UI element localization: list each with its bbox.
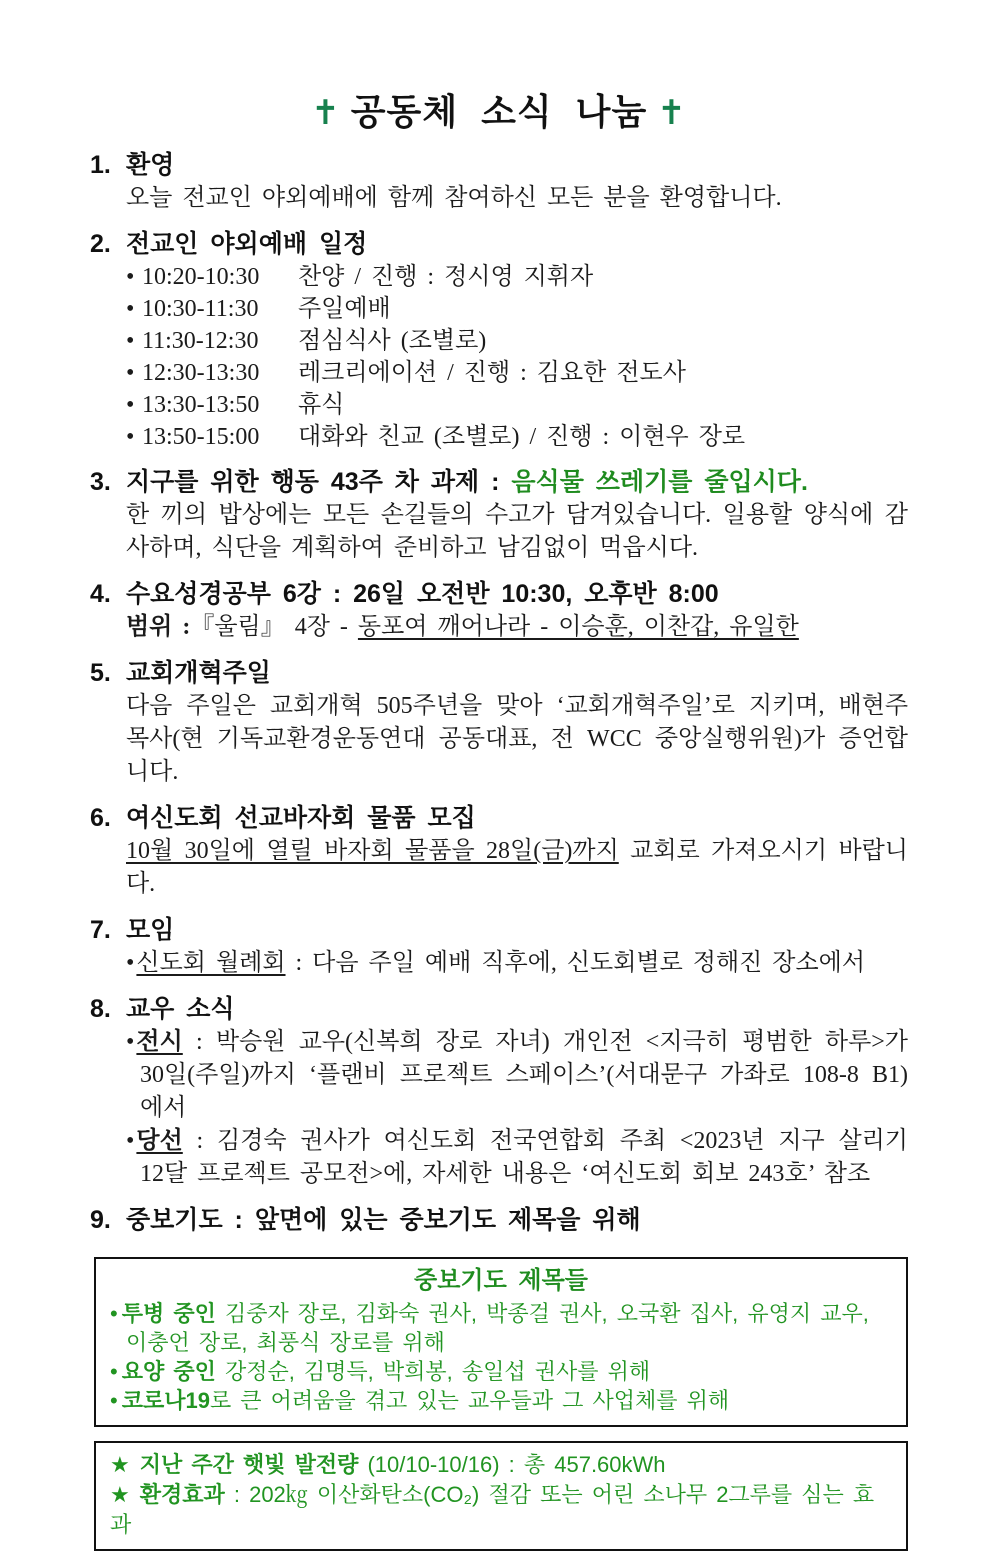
- section-number: 2.: [90, 230, 111, 258]
- schedule-row: [126, 325, 908, 357]
- meeting-detail: : 다음 주일 예배 직후에, 신도회별로 정해진 장소에서: [285, 950, 866, 976]
- section-number: 7.: [90, 916, 111, 944]
- prayer-box-title: 중보기도 제목들: [414, 1267, 588, 1294]
- news-bullet-award: [126, 1125, 908, 1191]
- solar-line-label: 환경효과: [139, 1482, 225, 1507]
- section-bible-study: [90, 578, 908, 644]
- schedule-time: 11:30-12:30: [142, 328, 259, 354]
- prayer-item-covid: [110, 1386, 892, 1415]
- bullet-icon: •: [126, 360, 135, 386]
- section-number: 4.: [90, 580, 111, 608]
- meeting-bullet: [126, 947, 908, 980]
- schedule-row: [126, 261, 908, 293]
- bullet-icon: •: [110, 1388, 118, 1413]
- schedule-desc: 휴식: [298, 392, 345, 418]
- page-title-text: 공동체 소식 나눔: [350, 91, 648, 132]
- bullet-icon: •: [126, 950, 135, 976]
- schedule-row: [126, 357, 908, 389]
- schedule-desc: 점심식사 (조별로): [298, 328, 487, 354]
- solar-line-text: : 202㎏ 이산화탄소(CO₂) 절감 또는 어린 소나무 2그루를 심는 효과: [110, 1482, 875, 1537]
- news-label: 전시: [136, 1029, 183, 1055]
- section-body: 다음 주일은 교회개혁 505주년을 맞아 ‘교회개혁주일’로 지키며, 배현주 목사(현 기독교환경운동연대 공동대표, 전 WCC 중앙실행위원)가 증언합니다.: [126, 693, 908, 785]
- prayer-item-text: 김중자 장로, 김화숙 권사, 박종걸 권사, 오국환 집사, 유영지 교우, 이충언 장로, 최풍식 장로를 위해: [126, 1301, 869, 1355]
- schedule-desc: 주일예배: [298, 296, 391, 322]
- schedule-row: [126, 421, 908, 453]
- page-title: [90, 84, 908, 135]
- section-title: 중보기도 : 앞면에 있는 중보기도 제목을 위해: [126, 1206, 641, 1234]
- range-label: 범위 :: [126, 614, 191, 640]
- section-earth-action: [90, 466, 908, 565]
- section-intercessory-prayer: [90, 1204, 908, 1237]
- prayer-item-label: 코로나19: [121, 1388, 210, 1413]
- bullet-icon: •: [110, 1301, 118, 1326]
- section-number: 6.: [90, 804, 111, 832]
- cross-icon: ✝: [311, 94, 341, 132]
- solar-generation-line: [110, 1450, 892, 1480]
- bullet-icon: •: [126, 424, 135, 450]
- schedule-desc: 대화와 친교 (조별로) / 진행 : 이현우 장로: [298, 424, 746, 450]
- prayer-item-label: 요양 중인: [121, 1359, 216, 1384]
- news-label: 당선: [136, 1128, 183, 1154]
- section-title: 전교인 야외예배 일정: [126, 230, 368, 258]
- section-title: 수요성경공부 6강 : 26일 오전반 10:30, 오후반 8:00: [126, 580, 719, 608]
- schedule-desc: 레크리에이션 / 진행 : 김요한 전도사: [298, 360, 686, 386]
- section-title: 교우 소식: [126, 995, 235, 1023]
- prayer-item-sick: [110, 1299, 892, 1357]
- range-text: 『울림』 4장 -: [190, 614, 358, 640]
- star-icon: ★: [110, 1482, 130, 1507]
- prayer-item-care: [110, 1357, 892, 1386]
- star-icon: ★: [110, 1452, 130, 1477]
- section-body: [126, 835, 908, 901]
- schedule-time: 10:30-11:30: [142, 296, 259, 322]
- bullet-icon: •: [126, 264, 135, 290]
- section-title: 교회개혁주일: [126, 659, 271, 687]
- section-body: 오늘 전교인 야외예배에 함께 참여하신 모든 분을 환영합니다.: [126, 185, 782, 211]
- section-number: 1.: [90, 151, 111, 179]
- section-number: 5.: [90, 659, 111, 687]
- bullet-icon: •: [126, 392, 135, 418]
- prayer-topics-box: [94, 1257, 908, 1427]
- meeting-name: 신도회 월례회: [136, 950, 286, 976]
- prayer-item-text: 강정순, 김명득, 박희봉, 송일섭 권사를 위해: [215, 1359, 651, 1384]
- prayer-item-label: 투병 중인: [121, 1301, 216, 1326]
- bullet-icon: •: [126, 328, 135, 354]
- section-title: 모임: [126, 916, 175, 944]
- environment-effect-line: [110, 1480, 892, 1540]
- news-text: : 김경숙 권사가 여신도회 전국연합회 주최 <2023년 지구 살리기 12달 프로젝트 공모전>에, 자세한 내용은 ‘여신도회 회보 243호’ 참조: [140, 1128, 908, 1187]
- section-title-highlight: 음식물 쓰레기를 줄입시다.: [511, 468, 808, 496]
- schedule-time: 12:30-13:30: [142, 360, 260, 386]
- section-body: 한 끼의 밥상에는 모든 손길들의 수고가 담겨있습니다. 일용할 양식에 감사하며, 식단을 계획하여 준비하고 남김없이 먹읍시다.: [126, 502, 908, 561]
- schedule-desc: 찬양 / 진행 : 정시영 지휘자: [298, 264, 594, 290]
- news-text: : 박승원 교우(신복희 장로 자녀) 개인전 <지극히 평범한 하루>가 30일(주일)까지 ‘플랜비 프로젝트 스페이스’(서대문구 가좌로 108-8 B1)에서: [140, 1029, 908, 1121]
- section-title: 환영: [126, 151, 175, 179]
- schedule-row: [126, 293, 908, 325]
- range-underlined: 동포여 깨어나라 - 이승훈, 이찬갑, 유일한: [357, 614, 799, 640]
- section-number: 9.: [90, 1206, 111, 1234]
- section-title-text: 지구를 위한 행동 43주 차 과제 :: [126, 468, 512, 496]
- bullet-icon: •: [110, 1359, 118, 1384]
- section-church-reform-sunday: [90, 657, 908, 789]
- schedule-time: 13:50-15:00: [142, 424, 260, 450]
- solar-line-text: (10/10-10/16) : 총 457.60kWh: [358, 1452, 666, 1477]
- prayer-item-text: 로 큰 어려움을 겪고 있는 교우들과 그 사업체를 위해: [209, 1388, 730, 1413]
- schedule-time: 13:30-13:50: [142, 392, 260, 418]
- section-range-line: [126, 611, 908, 644]
- section-title: 여신도회 선교바자회 물품 모집: [126, 804, 476, 832]
- section-number: 8.: [90, 995, 111, 1023]
- body-underlined: 10월 30일에 열릴 바자회 물품을 28일(금)까지: [126, 838, 619, 864]
- schedule-time: 10:20-10:30: [142, 264, 260, 290]
- section-member-news: [90, 993, 908, 1191]
- bullet-icon: •: [126, 296, 135, 322]
- solar-report-box: [94, 1441, 908, 1551]
- section-welcome: [90, 149, 908, 215]
- schedule-row: [126, 389, 908, 421]
- section-title: [126, 466, 908, 499]
- bullet-icon: •: [126, 1128, 135, 1154]
- body-rest: 교회로 가져오시기 바랍니다.: [126, 838, 908, 897]
- section-outdoor-worship-schedule: [90, 228, 908, 453]
- cross-icon: ✝: [657, 94, 687, 132]
- section-number: 3.: [90, 468, 111, 496]
- section-bazaar-collection: [90, 802, 908, 901]
- solar-line-label: 지난 주간 햇빛 발전량: [139, 1452, 359, 1477]
- section-meetings: [90, 914, 908, 980]
- news-bullet-exhibition: [126, 1026, 908, 1125]
- bullet-icon: •: [126, 1029, 135, 1055]
